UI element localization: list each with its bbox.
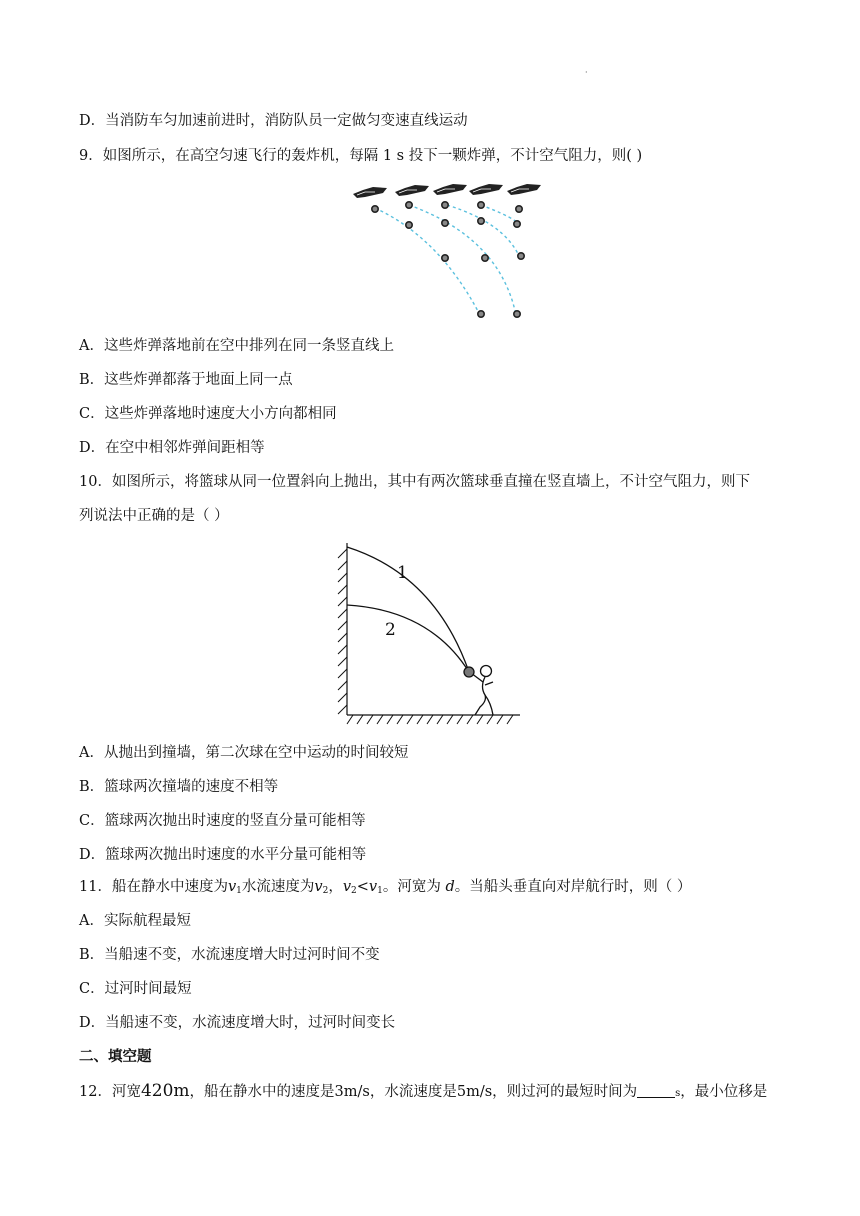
- q10-option-a: A．从抛出到撞墙，第二次球在空中运动的时间较短: [79, 745, 409, 761]
- plane-icon: [395, 185, 429, 196]
- wall-hatching: [338, 549, 347, 714]
- q9-option-c: C．这些炸弹落地时速度大小方向都相同: [79, 406, 337, 422]
- q11-stem: 11．船在静水中速度为$v_1$水流速度为$v_2$，$v_2<v_1$。河宽为 d。当船头垂直向对岸航行时，则（ ）: [79, 879, 692, 896]
- plane-icon: [507, 184, 541, 195]
- answer-blank[interactable]: [637, 1083, 675, 1098]
- bombs: [372, 202, 524, 317]
- q8-option-d: D．当消防车匀加速前进时，消防队员一定做匀变速直线运动: [79, 113, 468, 129]
- q10-stem-line1: 10．如图所示，将篮球从同一位置斜向上抛出，其中有两次篮球垂直撞在竖直墙上，不计空气阻力，则下: [79, 474, 750, 490]
- q9-option-d: D．在空中相邻炸弹间距相等: [79, 440, 265, 456]
- trajectory-1-label: 1: [397, 563, 408, 583]
- q12-stem: 12．河宽420m，船在静水中的速度是3m/s，水流速度是5m/s，则过河的最短时间为 s，最小位移是: [79, 1081, 768, 1101]
- q10-wall-figure: [335, 535, 530, 730]
- header-mark: ·: [585, 68, 588, 77]
- q10-stem-line2: 列说法中正确的是（ ）: [79, 508, 229, 524]
- trajectories: [347, 547, 469, 672]
- ground-hatching: [347, 715, 513, 724]
- plane-icon: [433, 184, 467, 195]
- q9-option-b: B．这些炸弹都落于地面上同一点: [79, 372, 293, 388]
- q11-option-d: D．当船速不变，水流速度增大时，过河时间变长: [79, 1015, 396, 1031]
- section-heading: 二、填空题: [79, 1048, 152, 1065]
- bomber-planes: [353, 184, 541, 198]
- q9-bomber-figure: [345, 178, 545, 323]
- basketball-icon: [464, 667, 474, 677]
- q10-option-b: B．篮球两次撞墙的速度不相等: [79, 779, 279, 795]
- q10-option-c: C．篮球两次抛出时速度的竖直分量可能相等: [79, 813, 366, 829]
- q11-option-a: A．实际航程最短: [79, 913, 191, 929]
- trajectory-2: [347, 605, 469, 672]
- q10-option-d: D．篮球两次抛出时速度的水平分量可能相等: [79, 847, 367, 863]
- trajectory-1: [347, 547, 469, 672]
- plane-icon: [469, 184, 503, 195]
- q9-stem: 9．如图所示，在高空匀速飞行的轰炸机，每隔 1 s 投下一颗炸弹，不计空气阻力，则( ): [79, 148, 643, 164]
- plane-icon: [353, 187, 387, 198]
- q9-option-a: A．这些炸弹落地前在空中排列在同一条竖直线上: [79, 338, 394, 354]
- trajectory-2-label: 2: [385, 620, 396, 640]
- q11-option-b: B．当船速不变，水流速度增大时过河时间不变: [79, 947, 380, 963]
- q11-option-c: C．过河时间最短: [79, 981, 192, 997]
